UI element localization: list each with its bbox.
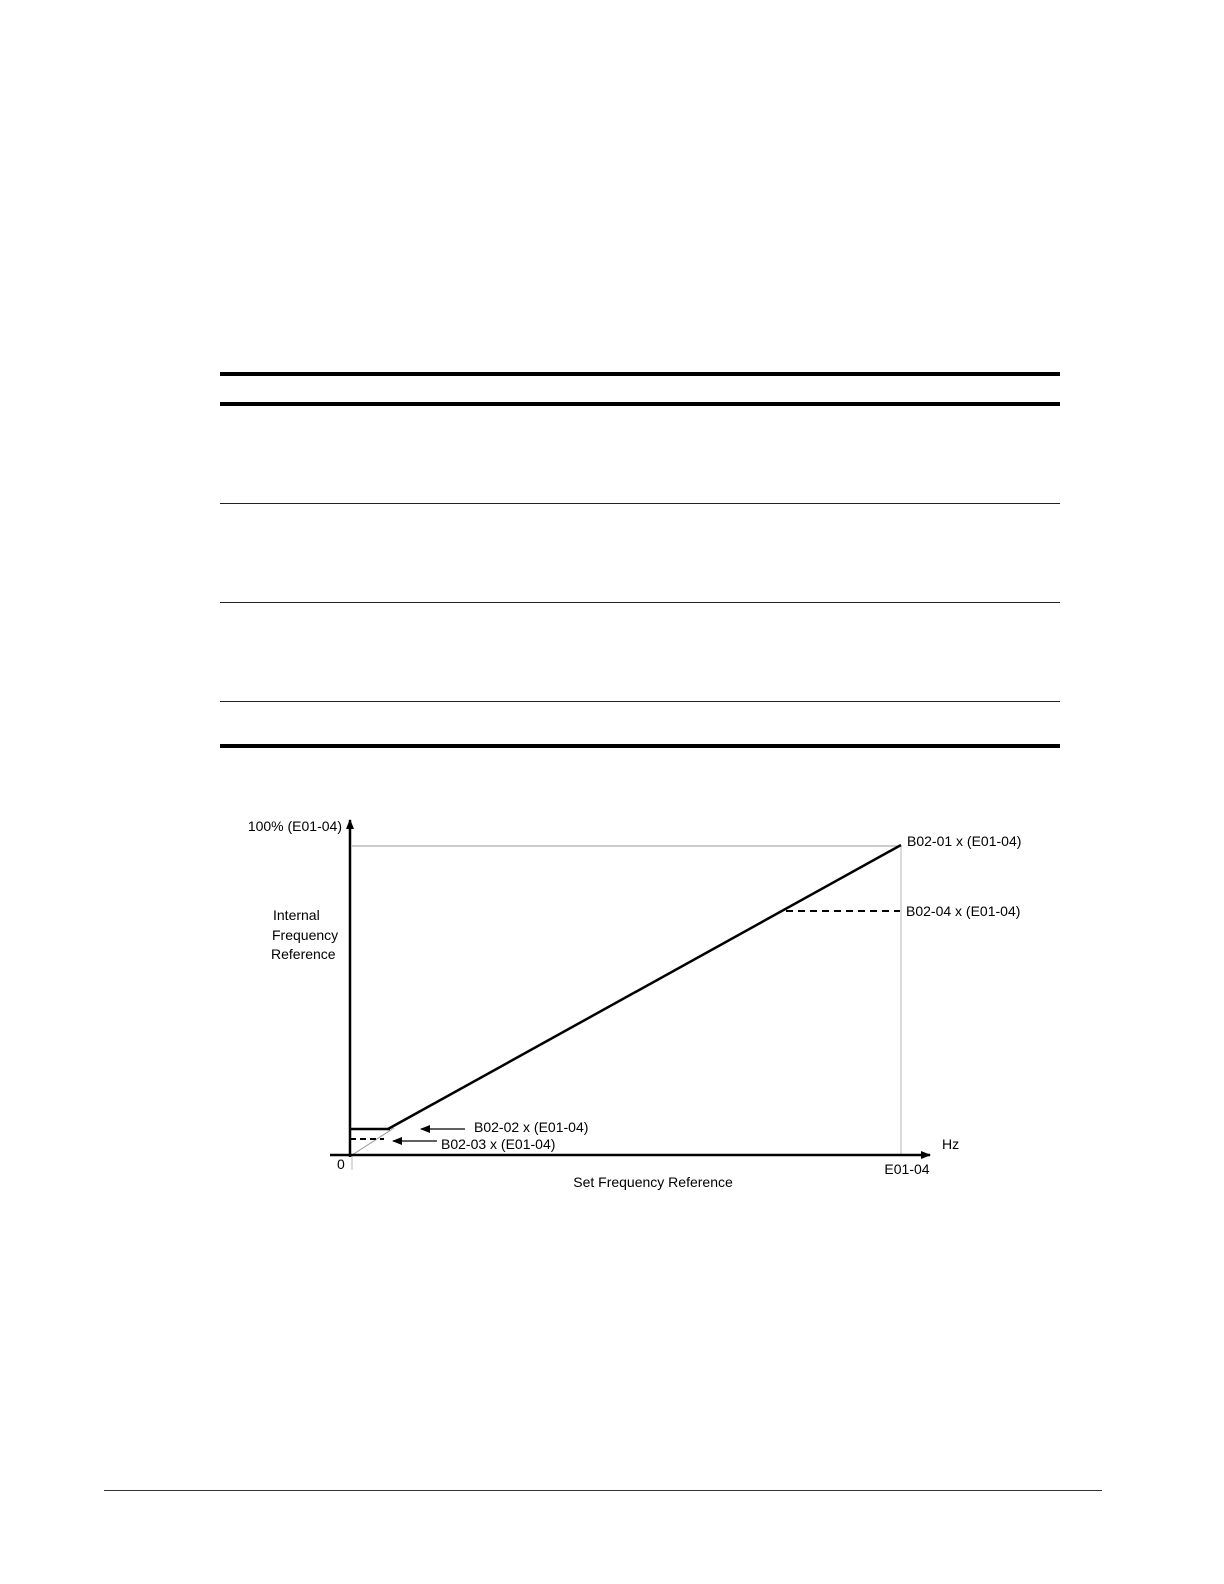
zero-guide-line [352, 1128, 394, 1155]
y-axis-title-line-3: Reference [271, 946, 336, 962]
frequency-reference-diagram [0, 800, 1224, 1220]
table-top-rule [220, 372, 1060, 376]
table-header-rule [220, 402, 1060, 406]
bias-label: B02-03 x (E01-04) [441, 1136, 556, 1152]
y-axis-top-label: 100% (E01-04) [247, 818, 342, 834]
origin-label: 0 [337, 1156, 345, 1172]
lower-limit-label: B02-02 x (E01-04) [474, 1119, 589, 1135]
x-axis-unit-label: Hz [942, 1136, 960, 1152]
y-axis-title-line-2: Frequency [272, 927, 339, 943]
gain-label: B02-01 x (E01-04) [907, 833, 1022, 849]
table-bottom-rule [220, 744, 1060, 748]
footer-rule [104, 1490, 1102, 1491]
table-row-divider [220, 503, 1060, 504]
table-row-divider [220, 701, 1060, 702]
upper-limit-label: B02-04 x (E01-04) [906, 903, 1021, 919]
table-row-divider [220, 602, 1060, 603]
y-axis-title-line-1: Internal [273, 907, 320, 923]
reference-slope-line [388, 845, 901, 1129]
x-max-label: E01-04 [884, 1161, 930, 1177]
x-axis-title: Set Frequency Reference [573, 1174, 733, 1190]
